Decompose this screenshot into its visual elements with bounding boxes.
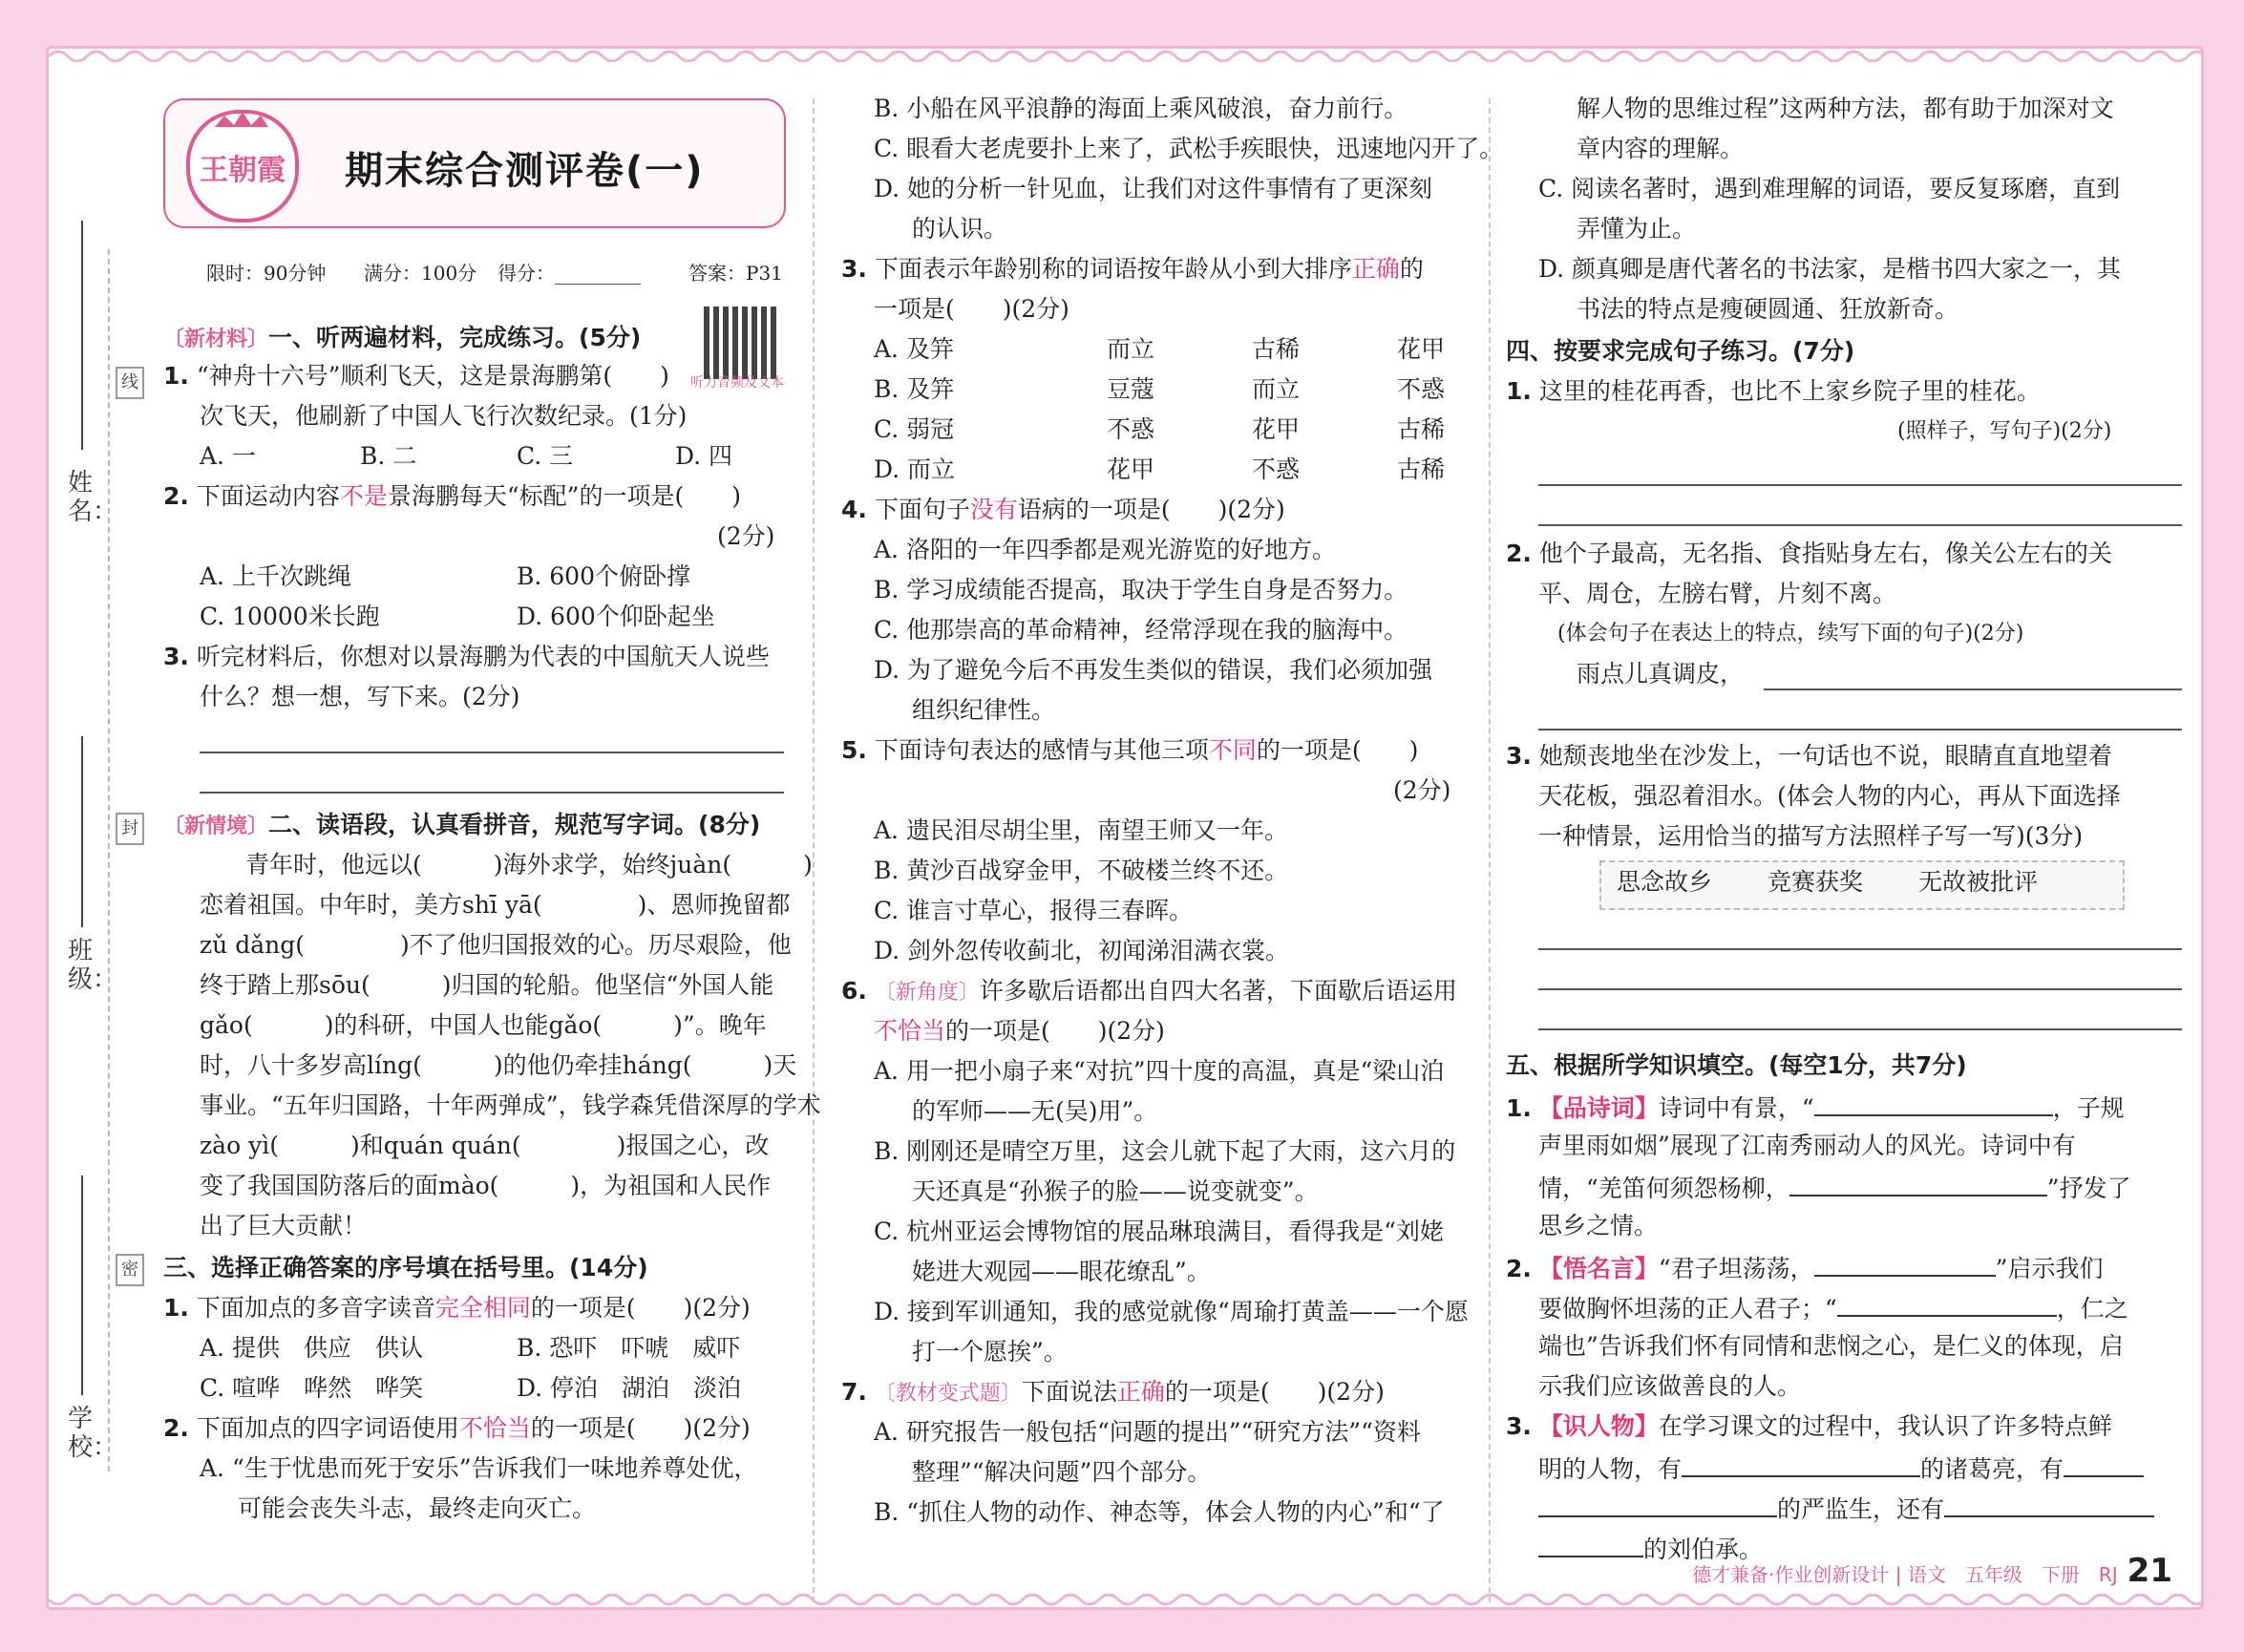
s3-q6-opt-b[interactable]: B. 刚刚还是晴空万里，这会儿就下起了大雨，这六月的 (874, 1137, 1456, 1165)
s3-q7-opt-c[interactable]: C. 阅读名著时，遇到难理解的词语，要反复琢磨，直到 (1538, 175, 2121, 202)
scenario-option[interactable]: 思念故乡 (1617, 868, 1713, 896)
s3-q6-opt-a-cont: 的军师——无(吴)用”。 (912, 1097, 1158, 1125)
brand-logo: 王朝霞 (186, 110, 299, 222)
word: 花甲 (1107, 455, 1155, 483)
s1-q2-opt-b[interactable]: B. 600个俯卧撑 (517, 562, 690, 590)
s5-q2-cont: 示我们应该做善良的人。 (1538, 1372, 1802, 1400)
s3-q3: 3. 下面表示年龄别称的词语按年龄从小到大排序正确的 (841, 255, 1424, 283)
s3-q3-opt-c[interactable]: C. 弱冠 (874, 415, 955, 443)
word: 古稀 (1397, 415, 1446, 443)
s5-q2-cont: 要做胸怀坦荡的正人君子；“ ，仁之 (1538, 1286, 2128, 1329)
answer-ref: 答案：P31 (688, 262, 783, 285)
s5-q1-cont: 情，“羌笛何须怨杨柳， ”抒发了 (1538, 1166, 2131, 1209)
word: 古稀 (1397, 455, 1446, 483)
s2-line: zǔ dǎng( )不了他归国报效的心。历尽艰险，他 (200, 931, 792, 959)
s3-q6-cont: 不恰当的一项是( )(2分) (874, 1017, 1165, 1045)
s3-q1: 1. 下面加点的多音字读音完全相同的一项是( )(2分) (163, 1294, 751, 1322)
s3-q5-opt-c[interactable]: C. 谁言寸草心，报得三春晖。 (874, 897, 1194, 924)
s3-q6-opt-c[interactable]: C. 杭州亚运会博物馆的展品琳琅满目，看得我是“刘姥 (874, 1218, 1444, 1245)
section3-heading: 三、选择正确答案的序号填在括号里。(14分) (163, 1254, 648, 1281)
s3-q6-opt-d-cont: 打一个愿挨”。 (912, 1338, 1068, 1366)
scenario-option[interactable]: 竞赛获奖 (1768, 868, 1864, 896)
wavy-border-top (49, 46, 2201, 62)
s5-q1-cont: 声里雨如烟”展现了江南秀丽动人的风光。诗词中有 (1538, 1132, 2076, 1159)
tag-line: 线 (116, 367, 144, 399)
s5-q1-cont: 思乡之情。 (1538, 1212, 1659, 1239)
s3-q2-opt-d-cont: 的认识。 (912, 215, 1008, 243)
s5-q2: 2. 【悟名言】“君子坦荡荡， ”启示我们 (1506, 1246, 2103, 1289)
title-banner (163, 98, 786, 228)
s3-q1-opt-a[interactable]: A. 提供 供应 供认 (200, 1334, 423, 1362)
cut-line (108, 249, 110, 1472)
word: 不惑 (1252, 455, 1301, 483)
footer-text: 德才兼备·作业创新设计 | 语文 五年级 下册 RJ (1692, 1563, 2118, 1586)
s2-line: 事业。“五年归国路，十年两弹成”，钱学森凭借深厚的学术 (200, 1091, 821, 1119)
word: 古稀 (1252, 335, 1301, 363)
name-label: 姓 名： (68, 469, 118, 526)
page-footer (1692, 1552, 2172, 1590)
s2-line: gǎo( )的科研，中国人也能gǎo( )”。晚年 (200, 1011, 767, 1039)
s3-q3-cont: 一项是( )(2分) (874, 295, 1069, 323)
s2-line: 出了巨大贡献！ (200, 1212, 368, 1239)
s4-q2-cont: 平、周仓，左膀右臂，片刻不离。 (1538, 580, 1897, 607)
s3-q6: 6. 〔新角度〕许多歇后语都出自四大名著，下面歇后语运用 (841, 977, 1457, 1005)
column-divider-1 (813, 98, 815, 1602)
s5-q3-cont: 明的人物，有 的诸葛亮，有 (1538, 1447, 2144, 1490)
wavy-border-bottom (49, 1594, 2201, 1610)
scenario-option[interactable]: 无故被批评 (1918, 868, 2039, 896)
tag-secret: 密 (116, 1254, 144, 1286)
s1-q1-cont: 次飞天，他刷新了中国人飞行次数纪录。(1分) (200, 402, 688, 430)
s1-q1-opt-c[interactable]: C. 三 (517, 442, 574, 470)
s3-q7-opt-a-cont: 整理”“解决问题”四个部分。 (912, 1458, 1212, 1486)
class-label: 班 级： (68, 937, 118, 994)
s3-q5-points: (2分) (1393, 776, 1451, 804)
word: 花甲 (1397, 335, 1446, 363)
s3-q1-opt-b[interactable]: B. 恐吓 吓唬 威吓 (517, 1334, 741, 1362)
s1-q1: 1. “神舟十六号”顺利飞天，这是景海鹏第( ) (163, 362, 669, 390)
s3-q4: 4. 下面句子没有语病的一项是( )(2分) (841, 496, 1285, 523)
full-score: 满分：100分 (364, 262, 477, 285)
s1-q1-opt-b[interactable]: B. 二 (360, 442, 417, 470)
s1-q3: 3. 听完材料后，你想对以景海鹏为代表的中国航天人说些 (163, 643, 770, 670)
s3-q4-opt-a[interactable]: A. 洛阳的一年四季都是观光游览的好地方。 (874, 536, 1336, 563)
score-label: 得分： (497, 262, 555, 285)
s3-q2-opt-a[interactable]: A. “生于忧患而死于安乐”告诉我们一味地养尊处优， (200, 1454, 758, 1482)
s3-q1-opt-c[interactable]: C. 喧哗 哗然 哗笑 (200, 1374, 424, 1402)
s3-q3-opt-a[interactable]: A. 及笄 (874, 335, 954, 363)
qr-label: 听力音频及文本 (690, 375, 784, 391)
s4-q2-start: 雨点儿真调皮， (1577, 660, 1745, 688)
s3-q7-opt-d[interactable]: D. 颜真卿是唐代著名的书法家，是楷书四大家之一，其 (1538, 255, 2122, 283)
s5-q1: 1. 【品诗词】诗词中有景，“ ，子规 (1506, 1086, 2125, 1129)
s5-q3: 3. 【识人物】在学习课文的过程中，我认识了许多特点鲜 (1506, 1412, 2112, 1440)
s3-q3-opt-d[interactable]: D. 而立 (874, 455, 956, 483)
s4-q3-cont: 天花板，强忍着泪水。(体会人物的内心，再从下面选择 (1538, 782, 2121, 810)
s3-q7-opt-b[interactable]: B. “抓住人物的动作、神态等，体会人物的内心”和“了 (874, 1498, 1445, 1526)
s2-line: 青年时，他远以( )海外求学，始终juàn( ) (245, 851, 813, 879)
s4-q3-cont: 一种情景，运用恰当的描写方法照样子写一写)(3分) (1538, 822, 2084, 850)
s2-line: 时，八十多岁高líng( )的他仍牵挂háng( )天 (200, 1051, 797, 1079)
s3-q2-opt-b[interactable]: B. 小船在风平浪静的海面上乘风破浪，奋力前行。 (874, 95, 1408, 122)
s5-q3-cont: 的刘伯承。 (1538, 1527, 1763, 1570)
s3-q6-opt-c-cont: 姥进大观园——眼花缭乱”。 (912, 1258, 1211, 1285)
tag-seal: 封 (116, 813, 144, 845)
s3-q3-opt-b[interactable]: B. 及笄 (874, 375, 955, 403)
s1-q3-cont: 什么？想一想，写下来。(2分) (200, 683, 520, 710)
s3-q5: 5. 下面诗句表达的感情与其他三项不同的一项是( ) (841, 736, 1419, 764)
s3-q6-opt-b-cont: 天还真是“孙猴子的脸——说变就变”。 (912, 1177, 1319, 1205)
class-field[interactable] (81, 736, 83, 927)
answer-line[interactable] (1538, 1028, 2182, 1030)
s2-line: zào yì( )和quán quán( )报国之心，改 (200, 1132, 770, 1159)
s3-q7-opt-b-cont: 解人物的思维过程”这两种方法，都有助于加深对文 (1577, 95, 2114, 122)
s3-q6-opt-d[interactable]: D. 接到军训通知，我的感觉就像“周瑜打黄盖——一个愿 (874, 1298, 1469, 1325)
s1-q2-points: (2分) (717, 522, 775, 550)
s1-q2-opt-a[interactable]: A. 上千次跳绳 (200, 562, 351, 590)
s5-q2-cont: 端也”告诉我们怀有同情和悲悯之心，是仁义的体现，启 (1538, 1332, 2124, 1360)
page-number: 21 (2127, 1552, 2172, 1590)
s3-q7: 7. 〔教材变式题〕下面说法正确的一项是( )(2分) (841, 1378, 1385, 1406)
s3-q5-opt-b[interactable]: B. 黄沙百战穿金甲，不破楼兰终不还。 (874, 857, 1289, 884)
answer-line[interactable] (200, 792, 784, 794)
s4-q1: 1. 这里的桂花再香，也比不上家乡院子里的桂花。 (1506, 377, 2041, 405)
s2-line: 恋着祖国。中年时，美方shī yā( )、恩师挽留都 (200, 891, 791, 919)
column-divider-2 (1489, 98, 1491, 1602)
s3-q2-opt-d[interactable]: D. 她的分析一针见血，让我们对这件事情有了更深刻 (874, 175, 1433, 202)
school-label: 学 校： (68, 1405, 118, 1462)
s3-q1-opt-d[interactable]: D. 停泊 湖泊 淡泊 (517, 1374, 742, 1402)
s3-q4-opt-b[interactable]: B. 学习成绩能否提高，取决于学生自身是否努力。 (874, 576, 1408, 604)
answer-line[interactable] (1538, 729, 2182, 731)
word: 花甲 (1252, 415, 1301, 443)
word: 不惑 (1107, 415, 1155, 443)
s3-q7-opt-a[interactable]: A. 研究报告一般包括“问题的提出”“研究方法”“资料 (874, 1418, 1421, 1446)
name-field[interactable] (81, 221, 83, 450)
section2-heading: 〔新情境〕二、读语段，认真看拼音，规范写字词。(8分) (163, 811, 761, 838)
s5-q3-cont: 的严监生，还有 (1538, 1487, 2154, 1530)
s1-q1-opt-a[interactable]: A. 一 (200, 442, 256, 470)
answer-line[interactable] (1764, 688, 2182, 690)
answer-line[interactable] (200, 752, 784, 753)
s3-q5-opt-d[interactable]: D. 剑外忽传收蓟北，初闻涕泪满衣裳。 (874, 937, 1290, 964)
time-limit: 限时：90分钟 (206, 262, 327, 285)
s3-q7-opt-b-cont: 章内容的理解。 (1577, 135, 1745, 162)
s3-q4-opt-d-cont: 组织纪律性。 (912, 696, 1056, 724)
binding-strip (49, 49, 154, 1607)
s3-q4-opt-c[interactable]: C. 他那崇高的革命精神，经常浮现在我的脑海中。 (874, 616, 1408, 644)
s3-q2: 2. 下面加点的四字词语使用不恰当的一项是( )(2分) (163, 1414, 751, 1442)
s2-line: 终于踏上那sōu( )归国的轮船。他坚信“外国人能 (200, 971, 774, 999)
school-field[interactable] (81, 1175, 83, 1395)
s3-q7-opt-c-cont: 弄懂为止。 (1577, 215, 1697, 243)
s2-line: 变了我国国防落后的面mào( )，为祖国和人民作 (200, 1172, 772, 1199)
s3-q5-opt-a[interactable]: A. 遗民泪尽胡尘里，南望王师又一年。 (874, 816, 1288, 844)
score-field[interactable] (555, 284, 641, 285)
s4-q2-hint: (体会句子在表达上的特点，续写下面的句子)(2分) (1557, 622, 2024, 646)
s3-q4-opt-d[interactable]: D. 为了避免今后不再发生类似的错误，我们必须加强 (874, 656, 1433, 684)
qr-code[interactable] (704, 307, 776, 379)
section4-heading: 四、按要求完成句子练习。(7分) (1506, 337, 1855, 365)
s4-q3: 3. 她颓丧地坐在沙发上，一句话也不说，眼睛直直地望着 (1506, 742, 2112, 770)
s1-q2-opt-d[interactable]: D. 600个仰卧起坐 (517, 603, 715, 630)
word: 而立 (1107, 335, 1155, 363)
word: 豆蔻 (1107, 375, 1155, 403)
exam-title: 期末综合测评卷(一) (345, 149, 705, 193)
answer-line[interactable] (1538, 948, 2182, 950)
s3-q7-opt-d-cont: 书法的特点是瘦硬圆通、狂放新奇。 (1577, 295, 1959, 323)
exam-sheet (46, 46, 2204, 1610)
s1-q2-opt-c[interactable]: C. 10000米长跑 (200, 603, 380, 630)
section5-heading: 五、根据所学知识填空。(每空1分，共7分) (1506, 1051, 1967, 1079)
s3-q2-opt-c[interactable]: C. 眼看大老虎要扑上来了，武松手疾眼快，迅速地闪开了。 (874, 135, 1504, 162)
s4-q2: 2. 他个子最高，无名指、食指贴身左右，像关公左右的关 (1506, 540, 2112, 567)
word: 不惑 (1397, 375, 1446, 403)
answer-line[interactable] (1538, 988, 2182, 990)
s4-q1-hint: (照样子，写句子)(2分) (1897, 419, 2112, 443)
s1-q2: 2. 下面运动内容不是景海鹏每天“标配”的一项是( ) (163, 482, 741, 510)
answer-line[interactable] (1538, 524, 2182, 526)
answer-line[interactable] (1538, 484, 2182, 486)
s3-q2-opt-a-cont: 可能会丧失斗志，最终走向灭亡。 (238, 1494, 597, 1522)
s3-q6-opt-a[interactable]: A. 用一把小扇子来“对抗”四十度的高温，真是“梁山泊 (874, 1057, 1445, 1085)
section1-heading: 〔新材料〕一、听两遍材料，完成练习。(5分) (163, 324, 642, 351)
word: 而立 (1252, 375, 1301, 403)
s1-q1-opt-d[interactable]: D. 四 (675, 442, 733, 470)
